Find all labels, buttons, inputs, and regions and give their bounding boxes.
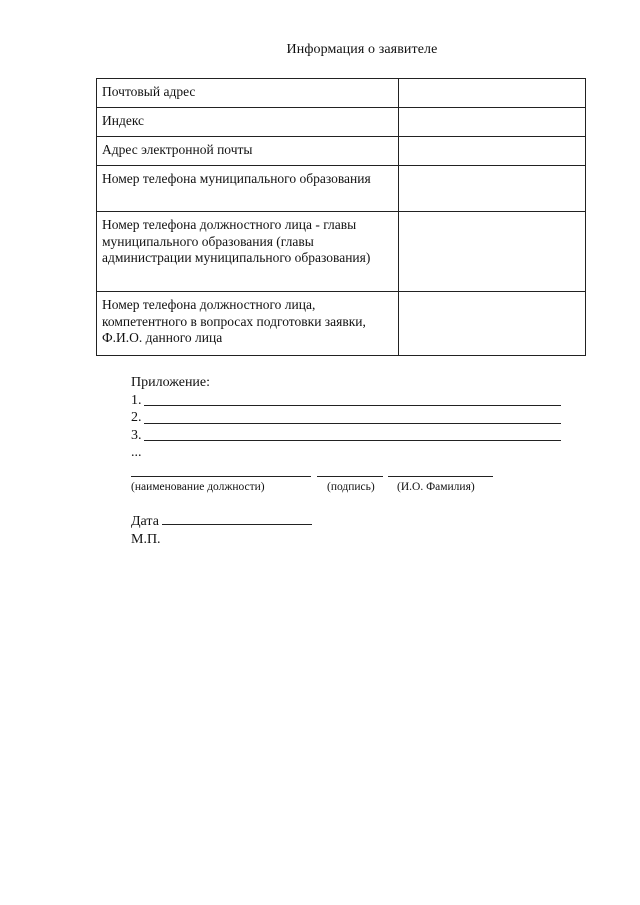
- appendix-item-line: [144, 422, 562, 424]
- row-value: [399, 108, 586, 137]
- signature-line: [317, 476, 383, 478]
- table-row: [97, 212, 586, 292]
- row-label: Номер телефона муниципального образования: [97, 166, 399, 212]
- date-label: Дата: [131, 514, 159, 529]
- row-value: [399, 166, 586, 212]
- row-label: Номер телефона должностного лица, компетентного в вопросах подготовки заявки, Ф.И.О. данного лица: [97, 292, 399, 356]
- name-line: [388, 476, 493, 478]
- appendix-item: [131, 427, 561, 445]
- date-row: [131, 513, 312, 531]
- row-value: [399, 212, 586, 292]
- signature-block: [131, 476, 501, 516]
- signature-caption: (подпись): [327, 481, 375, 493]
- row-label: Индекс: [97, 108, 399, 137]
- row-label: Номер телефона должностного лица - главы муниципального образования (главы администрации муниципального образования): [97, 212, 399, 292]
- appendix-item-number: 2.: [131, 410, 142, 425]
- table-row: [97, 166, 586, 212]
- table-row: [97, 137, 586, 166]
- appendix-item-line: [144, 404, 562, 406]
- appendix-item-number: 3.: [131, 427, 142, 443]
- date-line: [162, 523, 312, 525]
- appendix-item-line: [144, 439, 562, 441]
- date-block: [131, 513, 312, 548]
- table-row: [97, 79, 586, 108]
- name-caption: (И.О. Фамилия): [397, 481, 475, 493]
- row-value: [399, 137, 586, 166]
- appendix-heading: Приложение:: [131, 375, 211, 390]
- applicant-info-table: [96, 78, 586, 356]
- page-title: Информация о заявителе: [286, 42, 438, 57]
- row-label: Адрес электронной почты: [97, 137, 399, 166]
- appendix-section: [131, 374, 561, 462]
- row-value: [399, 292, 586, 356]
- appendix-item-number: 1.: [131, 392, 142, 408]
- row-label: Почтовый адрес: [97, 79, 399, 108]
- appendix-item: [131, 392, 561, 410]
- row-value: [399, 79, 586, 108]
- table-row: [97, 108, 586, 137]
- table-row: [97, 292, 586, 356]
- position-caption: (наименование должности): [131, 481, 265, 493]
- stamp-label: М.П.: [131, 531, 161, 547]
- position-line: [131, 476, 311, 478]
- appendix-ellipsis: ...: [131, 445, 142, 460]
- appendix-item: [131, 409, 561, 427]
